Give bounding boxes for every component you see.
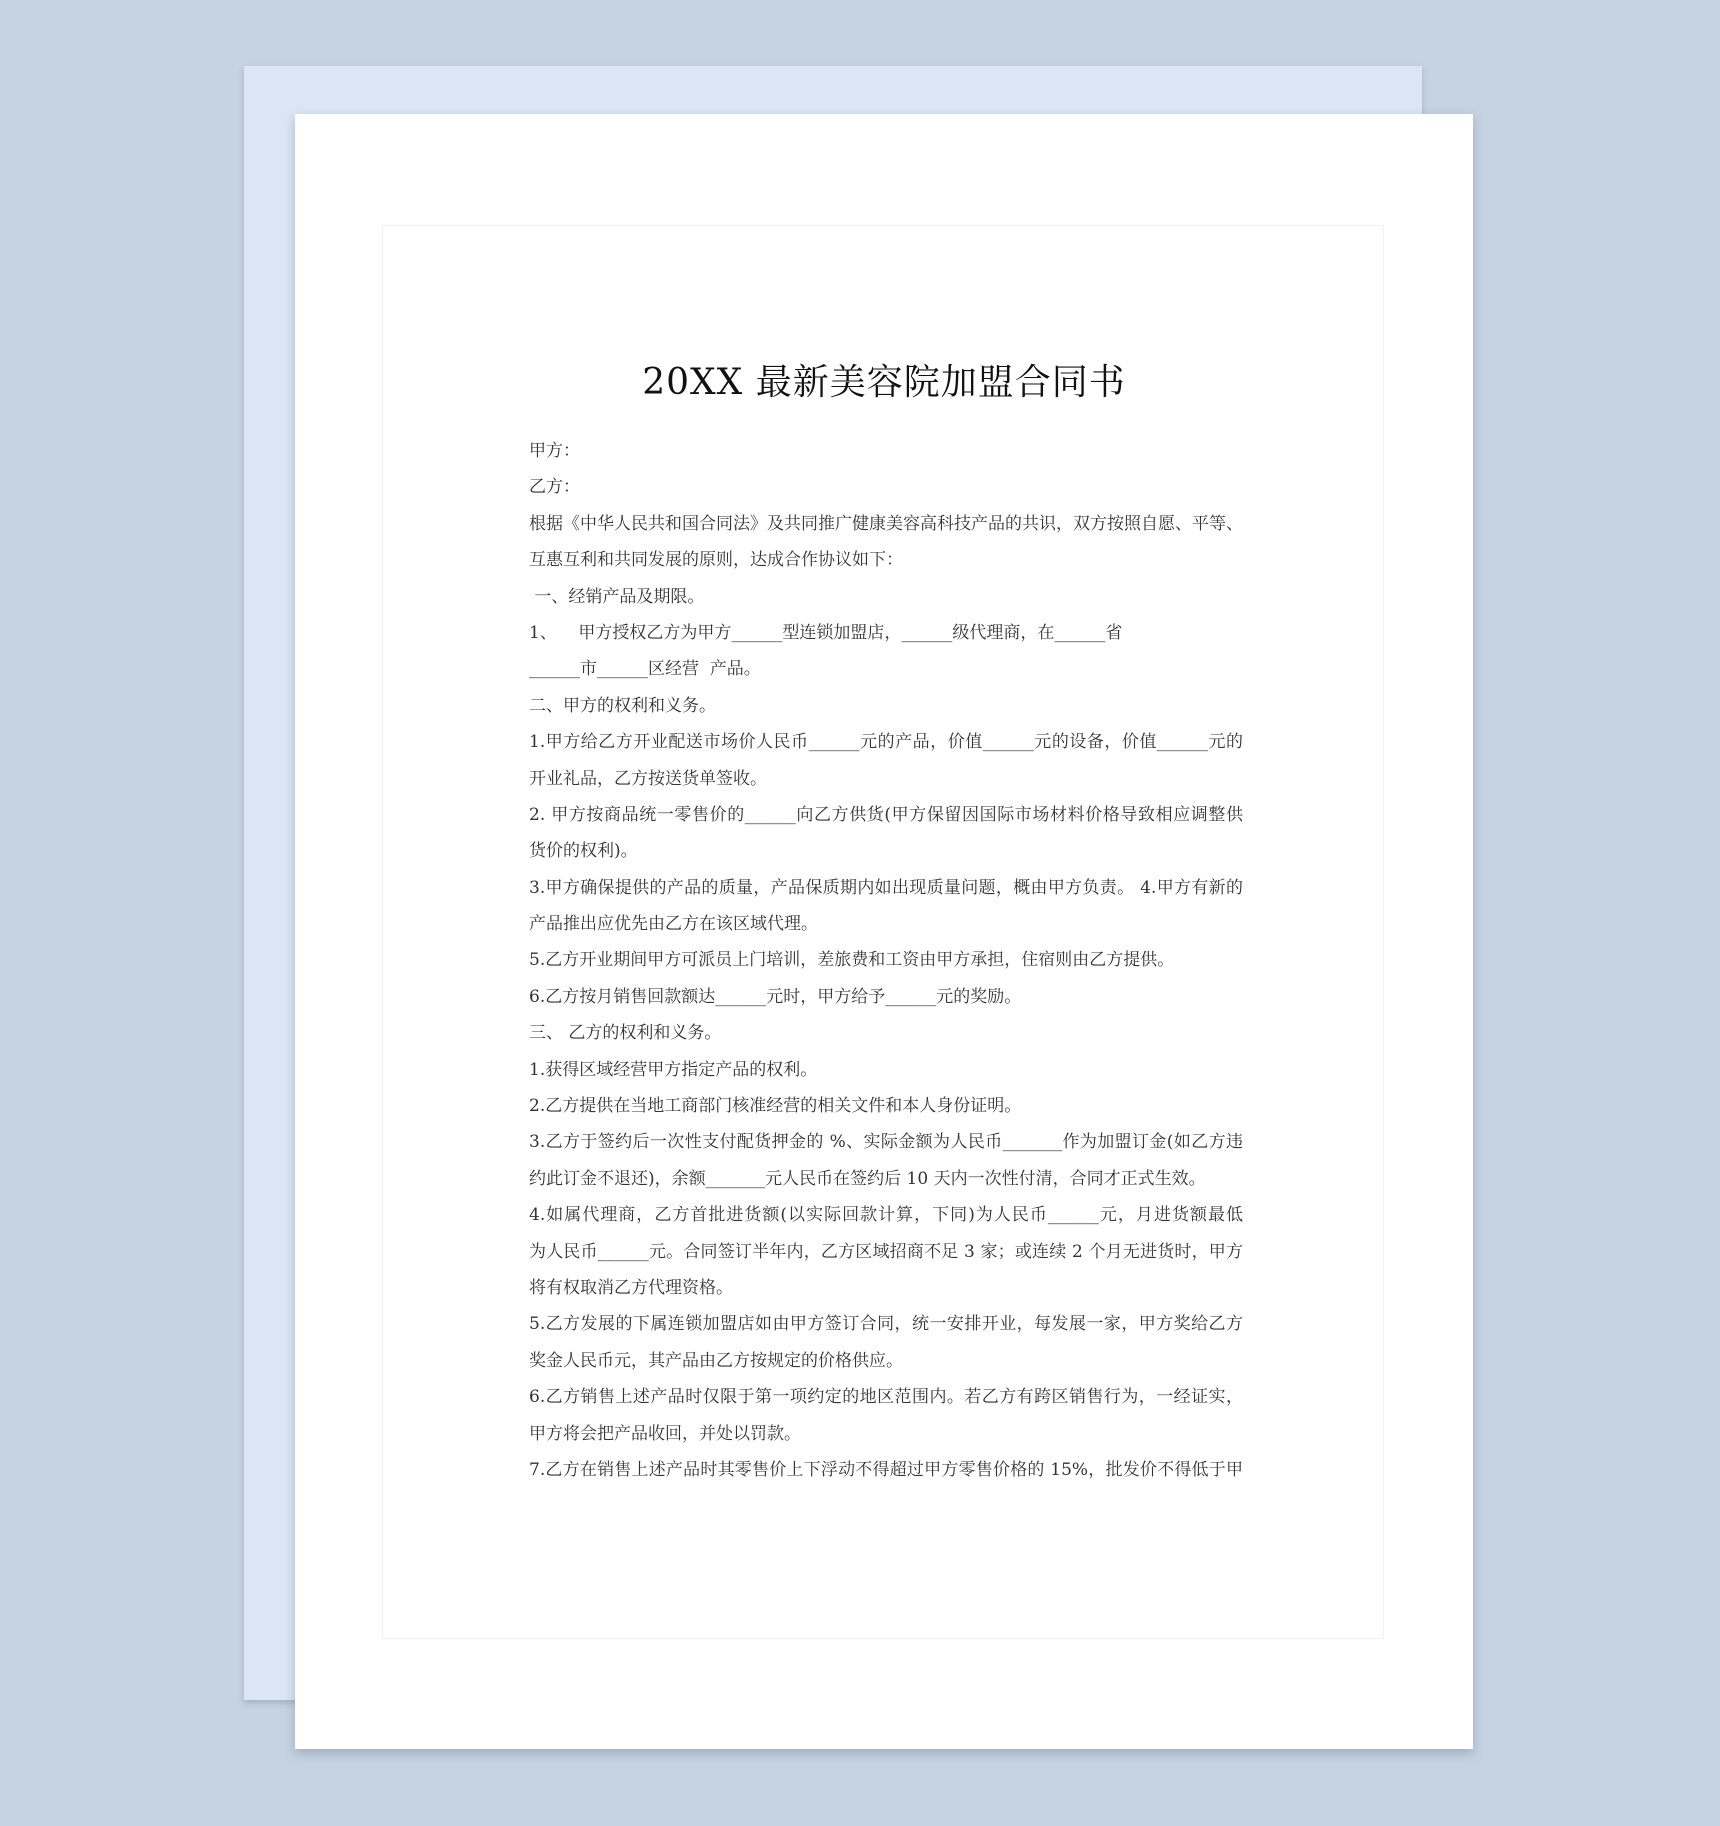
preamble-line: 根据《中华人民共和国合同法》及共同推广健康美容高科技产品的共识，双方按照自愿、平等、 [529, 513, 1243, 534]
clause-line: 为人民币______元。合同签订半年内，乙方区域招商不足 3 家；或连续 2 个月无进货时，甲方 [529, 1241, 1243, 1262]
clause-line: 1.获得区域经营甲方指定产品的权利。 [529, 1059, 818, 1080]
clause-line: 6.乙方按月销售回款额达______元时，甲方给予______元的奖励。 [529, 986, 1022, 1007]
clause-line: 4.如属代理商，乙方首批进货额(以实际回款计算，下同)为人民币______元，月进货额最低 [529, 1205, 1243, 1226]
clause-line: 约此订金不退还)，余额_______元人民币在签约后 10 天内一次性付清，合同才正式生效。 [529, 1168, 1206, 1189]
clause-line: 5.乙方开业期间甲方可派员上门培训，差旅费和工资由甲方承担，住宿则由乙方提供。 [529, 950, 1175, 971]
section-heading: 三、 乙方的权利和义务。 [529, 1023, 722, 1044]
preamble-line: 互惠互利和共同发展的原则，达成合作协议如下： [529, 550, 903, 571]
document-title: 20XX 最新美容院加盟合同书 [642, 362, 1126, 403]
clause-line: 7.乙方在销售上述产品时其零售价上下浮动不得超过甲方零售价格的 15%，批发价不得低于甲 [529, 1459, 1243, 1480]
clause-line: ______市______区经营 产品。 [529, 659, 761, 680]
document-page [295, 114, 1473, 1749]
party-a-line: 甲方： [529, 441, 580, 461]
party-b-line: 乙方： [529, 477, 580, 498]
clause-line: 货价的权利)。 [529, 841, 638, 862]
clause-line: 3.甲方确保提供的产品的质量，产品保质期内如出现质量问题，概由甲方负责。 4.甲方有新的 [529, 877, 1243, 898]
clause-line: 5.乙方发展的下属连锁加盟店如由甲方签订合同，统一安排开业，每发展一家，甲方奖给乙方 [529, 1314, 1243, 1335]
section-heading: 二、甲方的权利和义务。 [529, 695, 716, 716]
clause-line: 1.甲方给乙方开业配送市场价人民币______元的产品，价值______元的设备，价值______元的 [529, 732, 1243, 753]
clause-line: 将有权取消乙方代理资格。 [529, 1277, 733, 1298]
clause-line: 奖金人民币元，其产品由乙方按规定的价格供应。 [529, 1350, 903, 1371]
document-body [529, 433, 1243, 1488]
clause-line: 2. 甲方按商品统一零售价的______向乙方供货(甲方保留因国际市场材料价格导致相应调整供 [529, 804, 1243, 825]
section-heading: 一、经销产品及期限。 [529, 586, 705, 607]
clause-line: 1、 甲方授权乙方为甲方______型连锁加盟店，______级代理商，在______省 [529, 622, 1123, 643]
clause-line: 甲方将会把产品收回，并处以罚款。 [529, 1423, 801, 1444]
clause-line: 开业礼品，乙方按送货单签收。 [529, 768, 767, 789]
clause-line: 产品推出应优先由乙方在该区域代理。 [529, 914, 818, 935]
clause-line: 3.乙方于签约后一次性支付配货押金的 %、实际金额为人民币_______作为加盟订金(如乙方违 [529, 1132, 1243, 1153]
clause-line: 6.乙方销售上述产品时仅限于第一项约定的地区范围内。若乙方有跨区销售行为，一经证实， [529, 1387, 1243, 1408]
clause-line: 2.乙方提供在当地工商部门核准经营的相关文件和本人身份证明。 [529, 1096, 1022, 1117]
